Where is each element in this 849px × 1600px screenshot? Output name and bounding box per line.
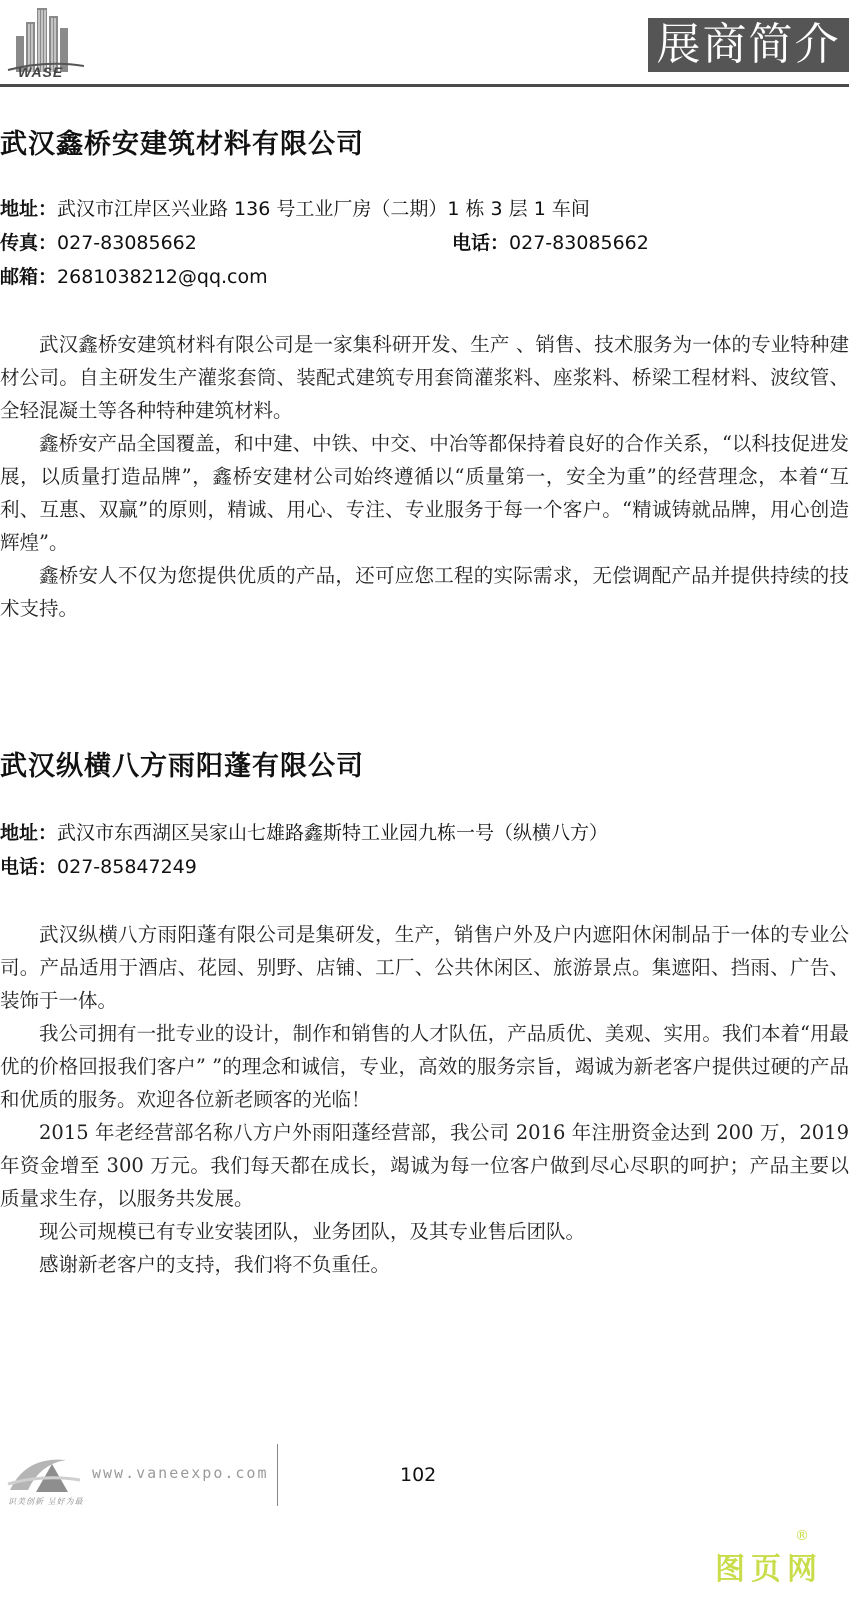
- company-2-description: [0, 918, 849, 1281]
- phone-label: 电话：: [0, 856, 58, 878]
- fax-label: 传真：: [0, 232, 58, 254]
- phone-value: 027-85847249: [57, 856, 197, 878]
- registered-mark: ®: [795, 1528, 809, 1544]
- company-1-address: [0, 194, 590, 221]
- company-name-1: 武汉鑫桥安建筑材料有限公司: [0, 129, 364, 160]
- logo-wordmark: WASE: [18, 64, 64, 80]
- paragraph: 现公司规模已有专业安装团队，业务团队，及其专业售后团队。: [39, 1220, 586, 1243]
- phone-value: 027-83085662: [509, 232, 649, 254]
- company-1-phone: [452, 228, 649, 255]
- footer-divider: [277, 1444, 278, 1506]
- address-value: 武汉市江岸区兴业路 136 号工业厂房（二期）1 栋 3 层 1 车间: [57, 198, 590, 220]
- company-1-fax: [0, 228, 197, 255]
- company-1-email: [0, 262, 268, 289]
- paragraph: 2015 年老经营部名称八方户外雨阳蓬经营部，我公司 2016 年注册资金达到 200 万，2019 年资金增至 300 万元。我们每天都在成长，竭诚为每一位客户做到尽心尽职的呵护；产品主要以质量求生存，以服务共发展。: [0, 1121, 849, 1210]
- address-value: 武汉市东西湖区吴家山七雄路鑫斯特工业园九栋一号（纵横八方）: [57, 822, 609, 844]
- watermark: 图页网: [715, 1552, 823, 1587]
- paragraph: 武汉纵横八方雨阳蓬有限公司是集研发，生产，销售户外及户内遮阳休闲制品于一体的专业公司。产品适用于酒店、花园、别野、店铺、工厂、公共休闲区、旅游景点。集遮阳、挡雨、广告、装饰于一体。: [0, 923, 849, 1012]
- paragraph: 鑫桥安产品全国覆盖，和中建、中铁、中交、中冶等都保持着良好的合作关系，“以科技促进发展，以质量打造品牌”，鑫桥安建材公司始终遵循以“质量第一，安全为重”的经营理念，本着“互利、互惠、双赢”的原则，精诚、用心、专注、专业服务于每一个客户。“精诚铸就品牌，用心创造辉煌”。: [0, 432, 849, 554]
- paragraph: 武汉鑫桥安建筑材料有限公司是一家集科研开发、生产 、销售、技术服务为一体的专业特种建材公司。自主研发生产灌浆套筒、装配式建筑专用套筒灌浆料、座浆料、桥梁工程材料、波纹管、全轻混凝土等各种特种建筑材料。: [0, 333, 849, 422]
- paragraph: 我公司拥有一批专业的设计，制作和销售的人才队伍，产品质优、美观、实用。我们本着“用最优的价格回报我们客户” ”的理念和诚信，专业，高效的服务宗旨，竭诚为新老客户提供过硬的产品和优质的服务。欢迎各位新老顾客的光临！: [0, 1022, 849, 1111]
- header-divider: [0, 84, 849, 87]
- fax-value: 027-83085662: [57, 232, 197, 254]
- section-title: 展商简介: [648, 18, 849, 72]
- footer-tagline: 识美创新 呈好为最: [8, 1497, 84, 1506]
- paragraph: 鑫桥安人不仅为您提供优质的产品，还可应您工程的实际需求，无偿调配产品并提供持续的技术支持。: [0, 564, 849, 620]
- footer-url-link[interactable]: www.vaneexpo.com: [92, 1464, 269, 1482]
- email-value: 2681038212@qq.com: [57, 266, 268, 288]
- address-label: 地址：: [0, 822, 58, 844]
- phone-label: 电话：: [452, 232, 510, 254]
- company-1-description: [0, 328, 849, 625]
- company-2-phone: [0, 852, 197, 879]
- page-number: 102: [400, 1464, 437, 1486]
- company-name-2: 武汉纵横八方雨阳蓬有限公司: [0, 751, 364, 782]
- paragraph: 感谢新老客户的支持，我们将不负重任。: [39, 1253, 391, 1276]
- address-label: 地址：: [0, 198, 58, 220]
- company-2-address: [0, 818, 608, 845]
- email-label: 邮箱：: [0, 266, 58, 288]
